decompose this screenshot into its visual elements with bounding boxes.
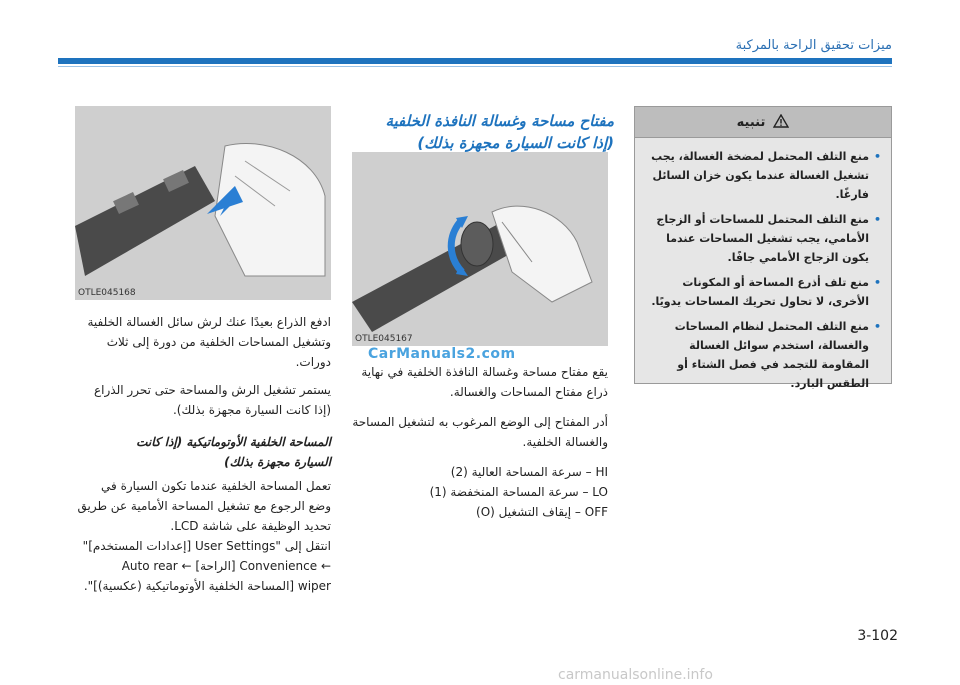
heading-line-1: مفتاح مساحة وغسالة النافذة الخلفية	[385, 112, 614, 130]
mode-item: OFF – إيقاف التشغيل (O)	[476, 505, 608, 519]
rear-washer-description	[75, 312, 331, 596]
paragraph: يستمر تشغيل الرش والمساحة حتى تحرر الذراع (إذا كانت السيارة مجهزة بذلك).	[94, 383, 331, 417]
caution-item: • منع التلف المحتمل لمضخة الغسالة، يجب تشغيل الغسالة عندما يكون خزان السائل فارغًا.	[645, 147, 881, 204]
paragraph: ادفع الذراع بعيدًا عنك لرش سائل الغسالة الخلفية وتشغيل المساحات الخلفية من دورة إلى ثلاث دورات.	[87, 315, 331, 369]
subhead-line-2: السيارة مجهزة بذلك)	[224, 455, 331, 469]
paragraph: wiper [المساحة الخلفية الأوتوماتيكية (عكسية)]".	[83, 579, 331, 593]
caution-list	[645, 147, 881, 399]
page-number: 3-102	[857, 628, 898, 644]
paragraph: ← Convenience [الراحة] ← Auto rear	[121, 559, 331, 573]
paragraph: تعمل المساحة الخلفية عندما تكون السيارة في وضع الرجوع مع تشغيل المساحة الأمامية عن طريق	[77, 479, 331, 513]
caution-item: • منع التلف المحتمل لنظام المساحات والغسالة، استخدم سوائل الغسالة المقاومة للتجمد في فصل الشتاء أو الطقس البارد.	[645, 317, 881, 393]
caution-box	[634, 106, 892, 390]
caution-item: • منع التلف المحتمل للمساحات أو الزجاج الأمامي، يجب تشغيل المساحات عندما يكون الزجاج الأمامي جافًا.	[645, 210, 881, 267]
header-rule-thin	[58, 66, 892, 67]
paragraph: يقع مفتاح مساحة وغسالة النافذة الخلفية في نهاية ذراع مفتاح المساحات والغسالة.	[361, 365, 608, 399]
figure-code: OTLE045167	[355, 334, 413, 344]
paragraph: أدر المفتاح إلى الوضع المرغوب به لتشغيل المساحة والغسالة الخلفية.	[352, 415, 608, 449]
footer-watermark: carmanualsonline.info	[558, 667, 713, 683]
header-rule	[58, 58, 892, 64]
caution-item: • منع تلف أذرع المساحة أو المكونات الأخرى، لا تحاول تحريك المساحات يدويًا.	[645, 273, 881, 311]
mode-item: HI – سرعة المساحة العالية (2)	[450, 465, 608, 479]
auto-rear-wiper-heading	[75, 432, 331, 472]
figure-code: OTLE045168	[78, 288, 136, 298]
subhead-line-1: المساحة الخلفية الأوتوماتيكية (إذا كانت	[136, 435, 331, 449]
rear-wiper-switch-image	[352, 152, 608, 346]
warning-triangle-icon	[773, 113, 789, 132]
rear-wiper-heading	[352, 110, 614, 154]
caution-title: تنبيه	[736, 114, 766, 130]
watermark: CarManuals2.com	[368, 346, 516, 362]
washer-lever-image	[75, 106, 331, 300]
section-title: ميزات تحقيق الراحة بالمركبة	[735, 38, 892, 53]
caution-header	[635, 107, 891, 138]
paragraph: انتقل إلى "User Settings [إعدادات المستخدم]"	[82, 539, 331, 553]
paragraph: تحديد الوظيفة على شاشة LCD.	[170, 519, 331, 533]
rear-wiper-description	[352, 362, 608, 522]
heading-line-2: (إذا كانت السيارة مجهزة بذلك)	[417, 134, 614, 152]
mode-item: LO – سرعة المساحة المنخفضة (1)	[429, 485, 608, 499]
